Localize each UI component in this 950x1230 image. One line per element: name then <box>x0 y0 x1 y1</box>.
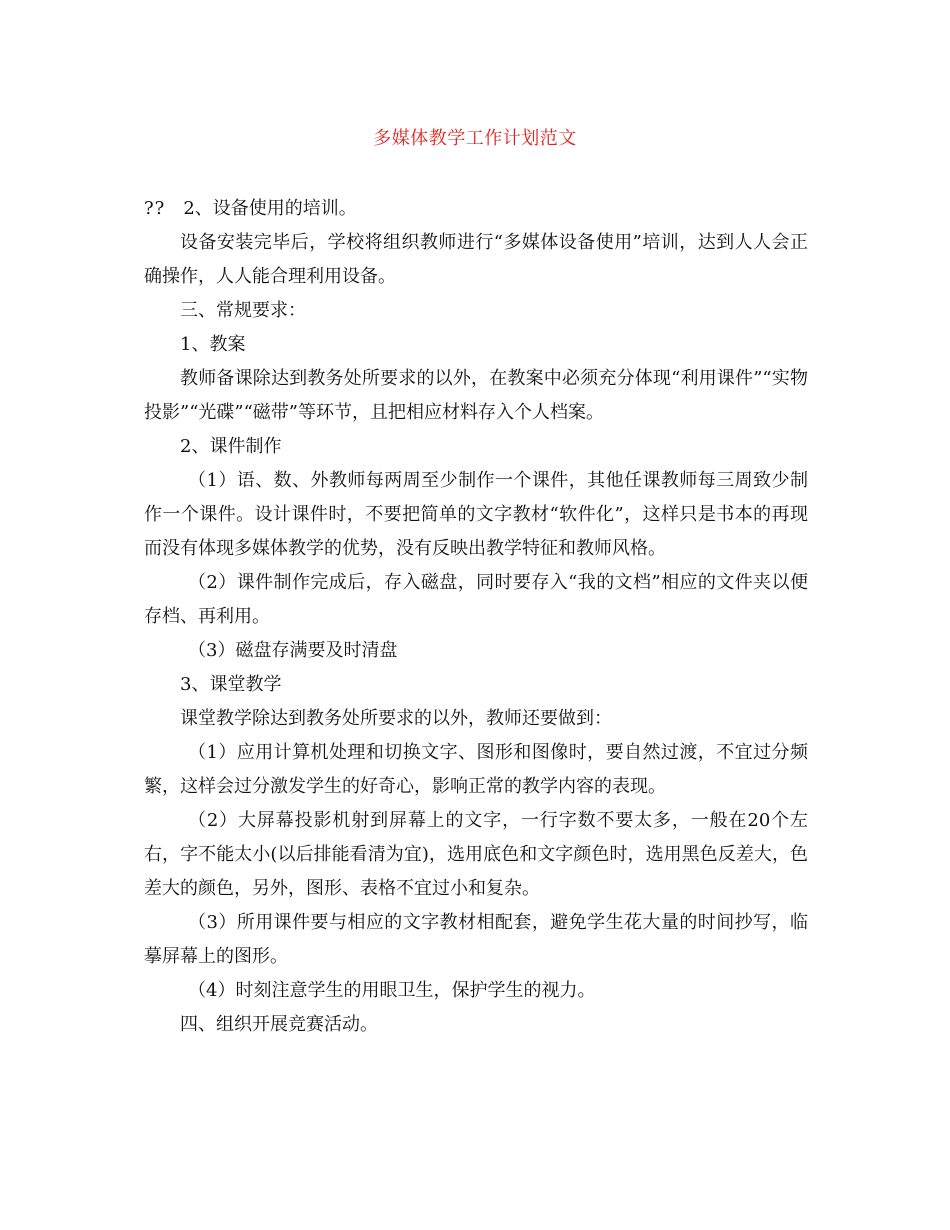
list-item-classroom-4: （4）时刻注意学生的用眼卫生，保护学生的视力。 <box>188 980 596 1001</box>
section-heading-competition: 四、组织开展竞赛活动。 <box>180 1014 378 1035</box>
paragraph-lesson-plan: 教师备课除达到教务处所要求的以外，在教案中必须充分体现“利用课件”“实物投影”“光碟”“磁带”等环节，且把相应材料存入个人档案。 <box>144 368 808 423</box>
section-heading-routine: 三、常规要求： <box>180 300 306 321</box>
list-item-classroom-1: （1）应用计算机处理和切换文字、图形和图像时，要自然过渡，不宜过分频繁，这样会过分激发学生的好奇心，影响正常的教学内容的表现。 <box>144 742 808 797</box>
subheading-classroom: 3、课堂教学 <box>180 674 282 695</box>
list-item-courseware-1: （1）语、数、外教师每两周至少制作一个课件，其他任课教师每三周致少制作一个课件。设计课件时，不要把简单的文字教材“软件化”，这样只是书本的再现而没有体现多媒体教学的优势，没有反映出教学特征和教师风格。 <box>144 470 808 559</box>
list-item-classroom-2: （2）大屏幕投影机射到屏幕上的文字，一行字数不要太多，一般在20个左右，字不能太小(以后排能看清为宜)，选用底色和文字颜色时，选用黑色反差大，色差大的颜色，另外，图形、表格不宜过小和复杂。 <box>144 810 808 899</box>
document-body <box>144 192 808 1042</box>
list-item-courseware-3: （3）磁盘存满要及时清盘 <box>188 640 398 661</box>
list-item-courseware-2: （2）课件制作完成后，存入磁盘，同时要存入“我的文档”相应的文件夹以便存档、再利用。 <box>144 572 808 627</box>
document-title: 多媒体教学工作计划范文 <box>373 128 577 149</box>
paragraph-training-heading <box>144 192 808 226</box>
paragraph-text: 2、设备使用的培训。 <box>183 198 357 219</box>
unknown-glyph-marker: ?? <box>144 198 166 219</box>
subheading-lesson-plan: 1、教案 <box>180 334 246 355</box>
paragraph-training-body: 设备安装完毕后，学校将组织教师进行“多媒体设备使用”培训，达到人人会正确操作，人人能合理利用设备。 <box>144 232 808 287</box>
paragraph-classroom: 课堂教学除达到教务处所要求的以外，教师还要做到： <box>180 708 612 729</box>
subheading-courseware: 2、课件制作 <box>180 436 282 457</box>
list-item-classroom-3: （3）所用课件要与相应的文字教材相配套，避免学生花大量的时间抄写，临摹屏幕上的图形。 <box>144 912 808 967</box>
